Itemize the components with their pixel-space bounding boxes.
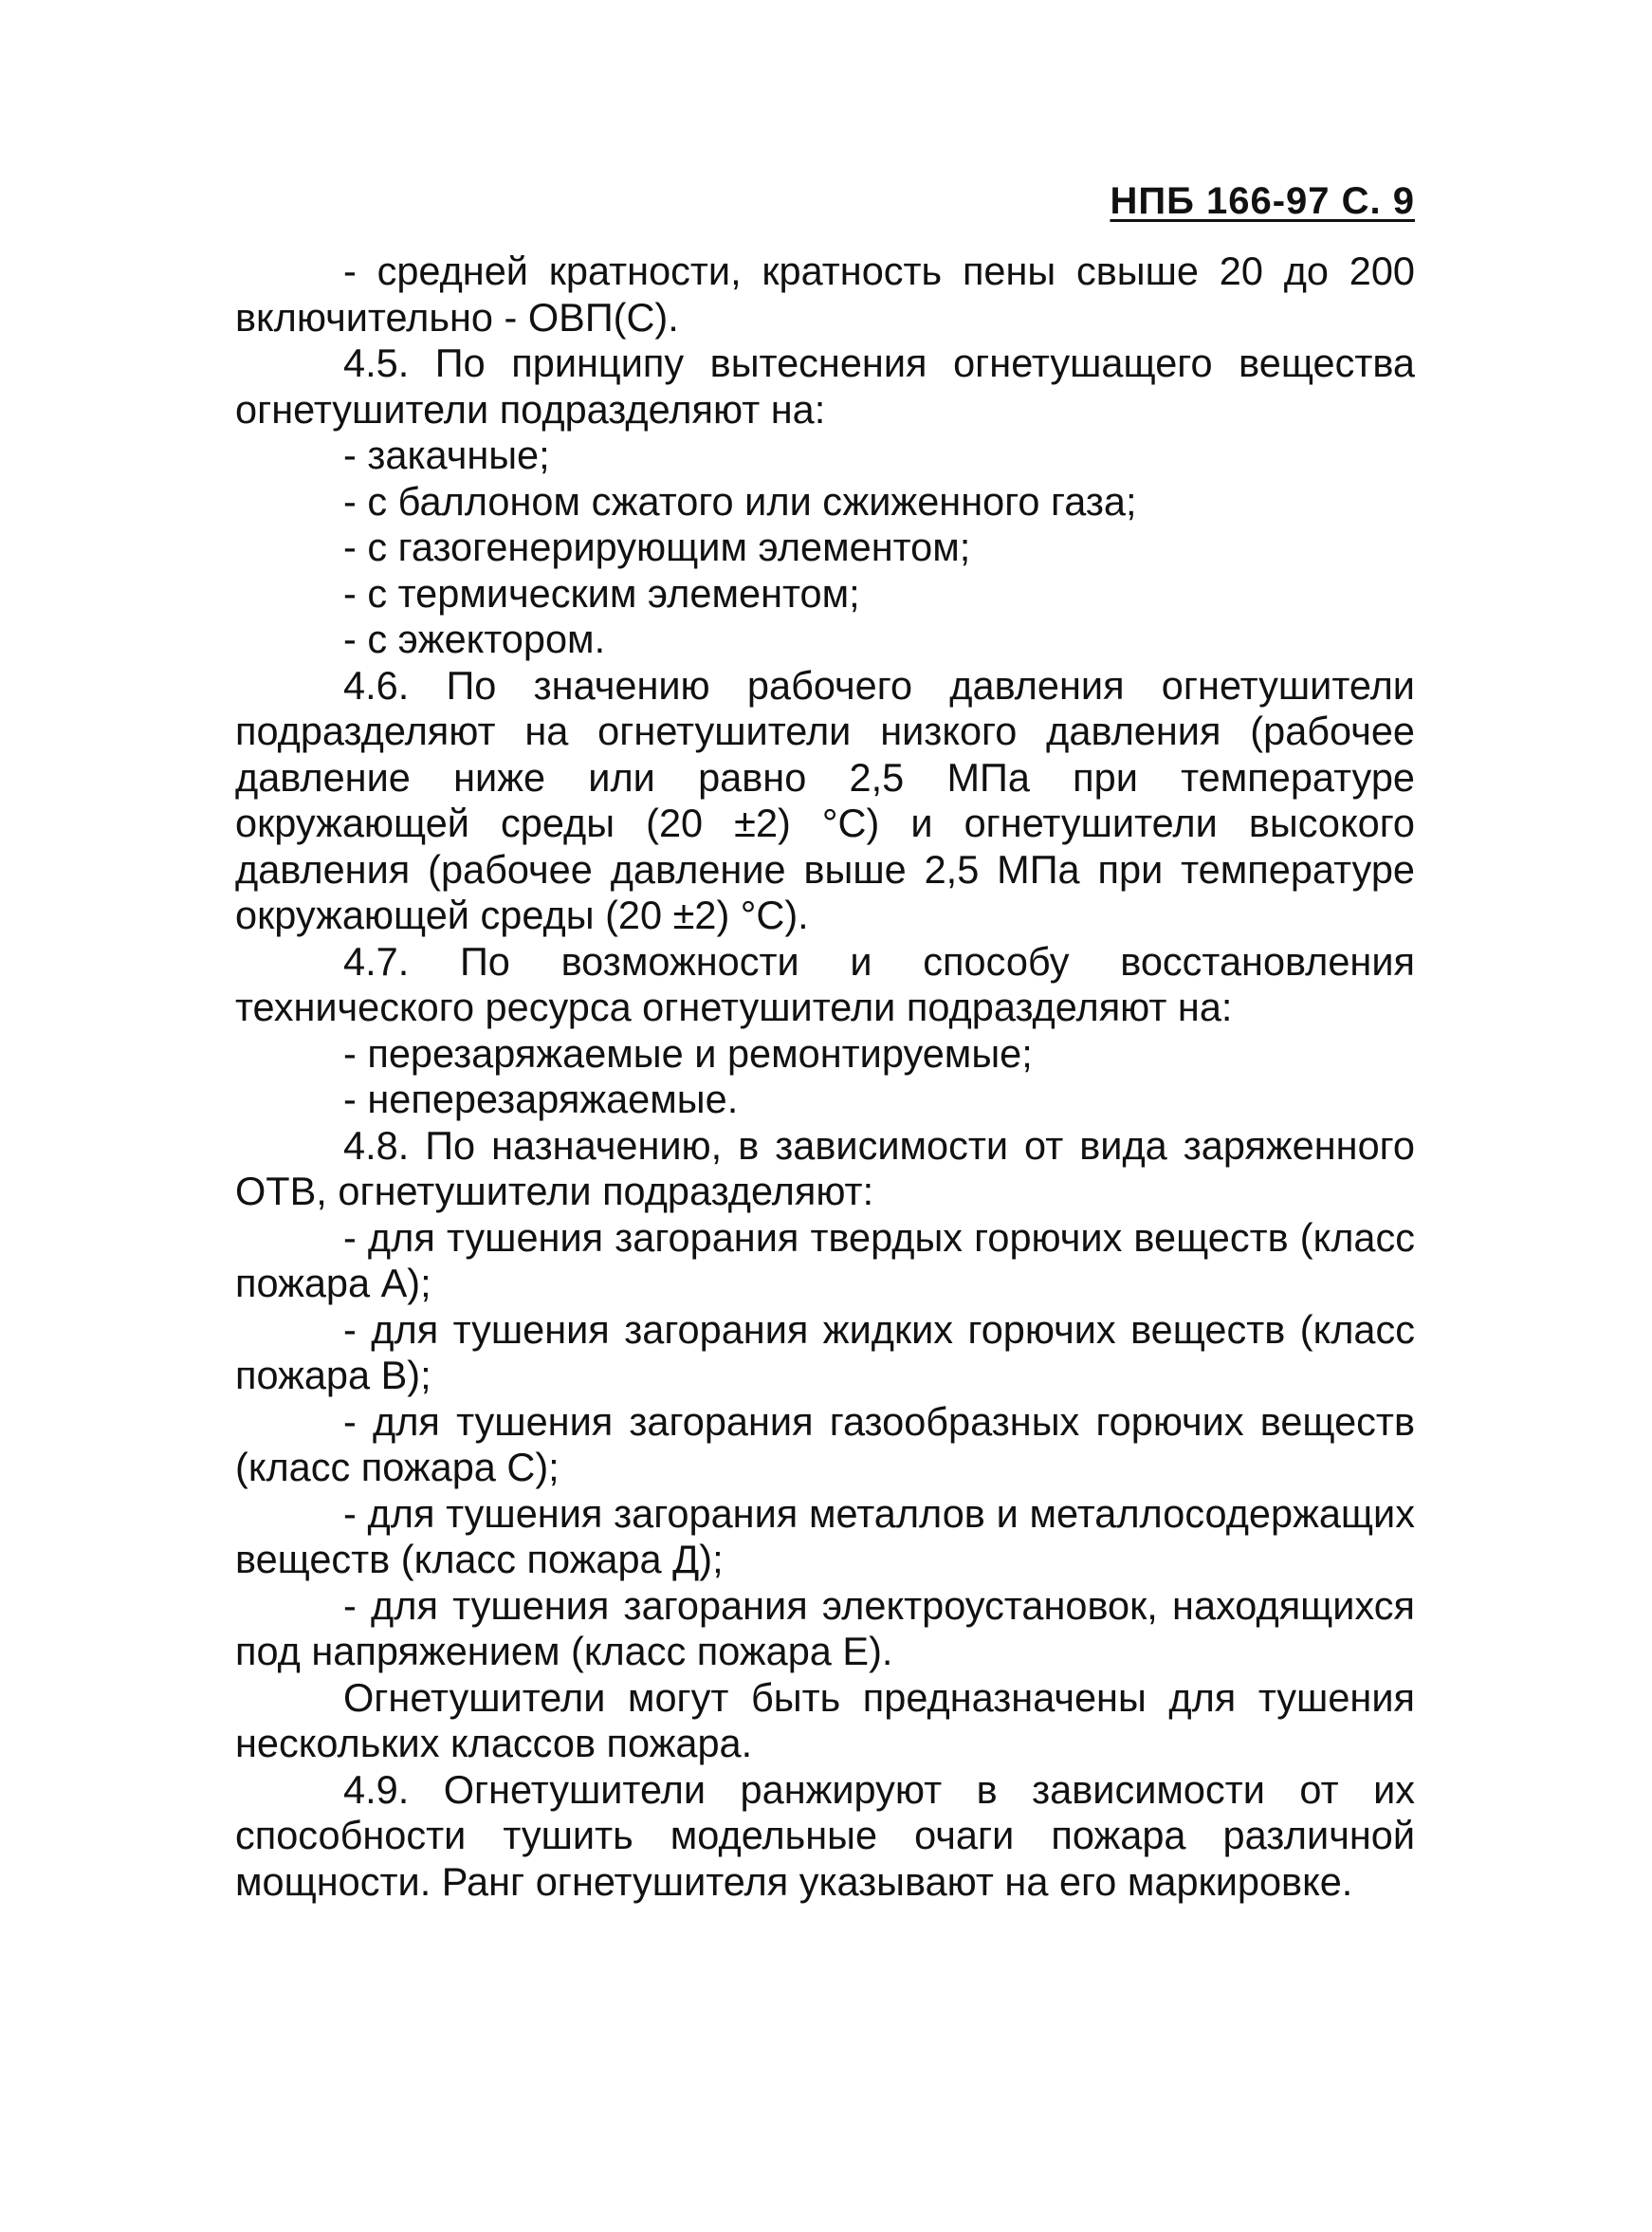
list-item: - перезаряжаемые и ремонтируемые; bbox=[343, 1030, 1033, 1076]
document-code-page-number: НПБ 166-97 С. 9 bbox=[1110, 180, 1415, 222]
list-item: - с газогенерирующим элементом; bbox=[343, 525, 971, 569]
list-item-class-e: - для тушения загорания электроустановок, находящихся под напряжением (класс пожара Е). bbox=[235, 1582, 1415, 1673]
list-item-class-a: - для тушения загорания твердых горючих веществ (класс пожара А); bbox=[235, 1214, 1415, 1305]
list-item-class-b: - для тушения загорания жидких горючих веществ (класс пожара В); bbox=[235, 1306, 1415, 1397]
list-item: - закачные; bbox=[343, 433, 550, 477]
list-item-class-c: - для тушения загорания газообразных горючих веществ (класс пожара С); bbox=[235, 1398, 1415, 1489]
paragraph-4-8: 4.8. По назначению, в зависимости от вида заряженного ОТВ, огнетушители подразделяют: bbox=[235, 1122, 1415, 1213]
list-item: - неперезаряжаемые. bbox=[343, 1077, 739, 1121]
paragraph-4-8-note: Огнетушители могут быть предназначены для тушения нескольких классов пожара. bbox=[235, 1674, 1415, 1765]
paragraph-4-6: 4.6. По значению рабочего давления огнетушители подразделяют на огнетушители низкого давления (рабочее давление ниже или равно 2,5 МПа при температуре окружающей среды (20 ±2) °С) и огнетушители высокого давления (рабочее давление выше 2,5 МПа при температуре окружающей среды (20 ±2) °С). bbox=[235, 662, 1415, 937]
page-content bbox=[235, 178, 1415, 1905]
paragraph-4-9: 4.9. Огнетушители ранжируют в зависимости от их способности тушить модельные очаги пожара различной мощности. Ранг огнетушителя указывают на его маркировке. bbox=[235, 1766, 1415, 1904]
list-item: - с баллоном сжатого или сжиженного газа; bbox=[343, 478, 1137, 524]
list-item: - с термическим элементом; bbox=[343, 570, 860, 616]
page-header bbox=[235, 178, 1415, 224]
paragraph-continuation: - средней кратности, кратность пены свыше 20 до 200 включительно - ОВП(С). bbox=[235, 249, 1415, 340]
list-item-class-d: - для тушения загорания металлов и металлосодержащих веществ (класс пожара Д); bbox=[235, 1490, 1415, 1581]
paragraph-4-5: 4.5. По принципу вытеснения огнетушащего вещества огнетушители подразделяют на: bbox=[235, 341, 1415, 432]
list-item: - с эжектором. bbox=[343, 617, 606, 661]
body-text bbox=[235, 249, 1415, 1905]
paragraph-4-7: 4.7. По возможности и способу восстановления технического ресурса огнетушители подразделяют на: bbox=[235, 938, 1415, 1029]
